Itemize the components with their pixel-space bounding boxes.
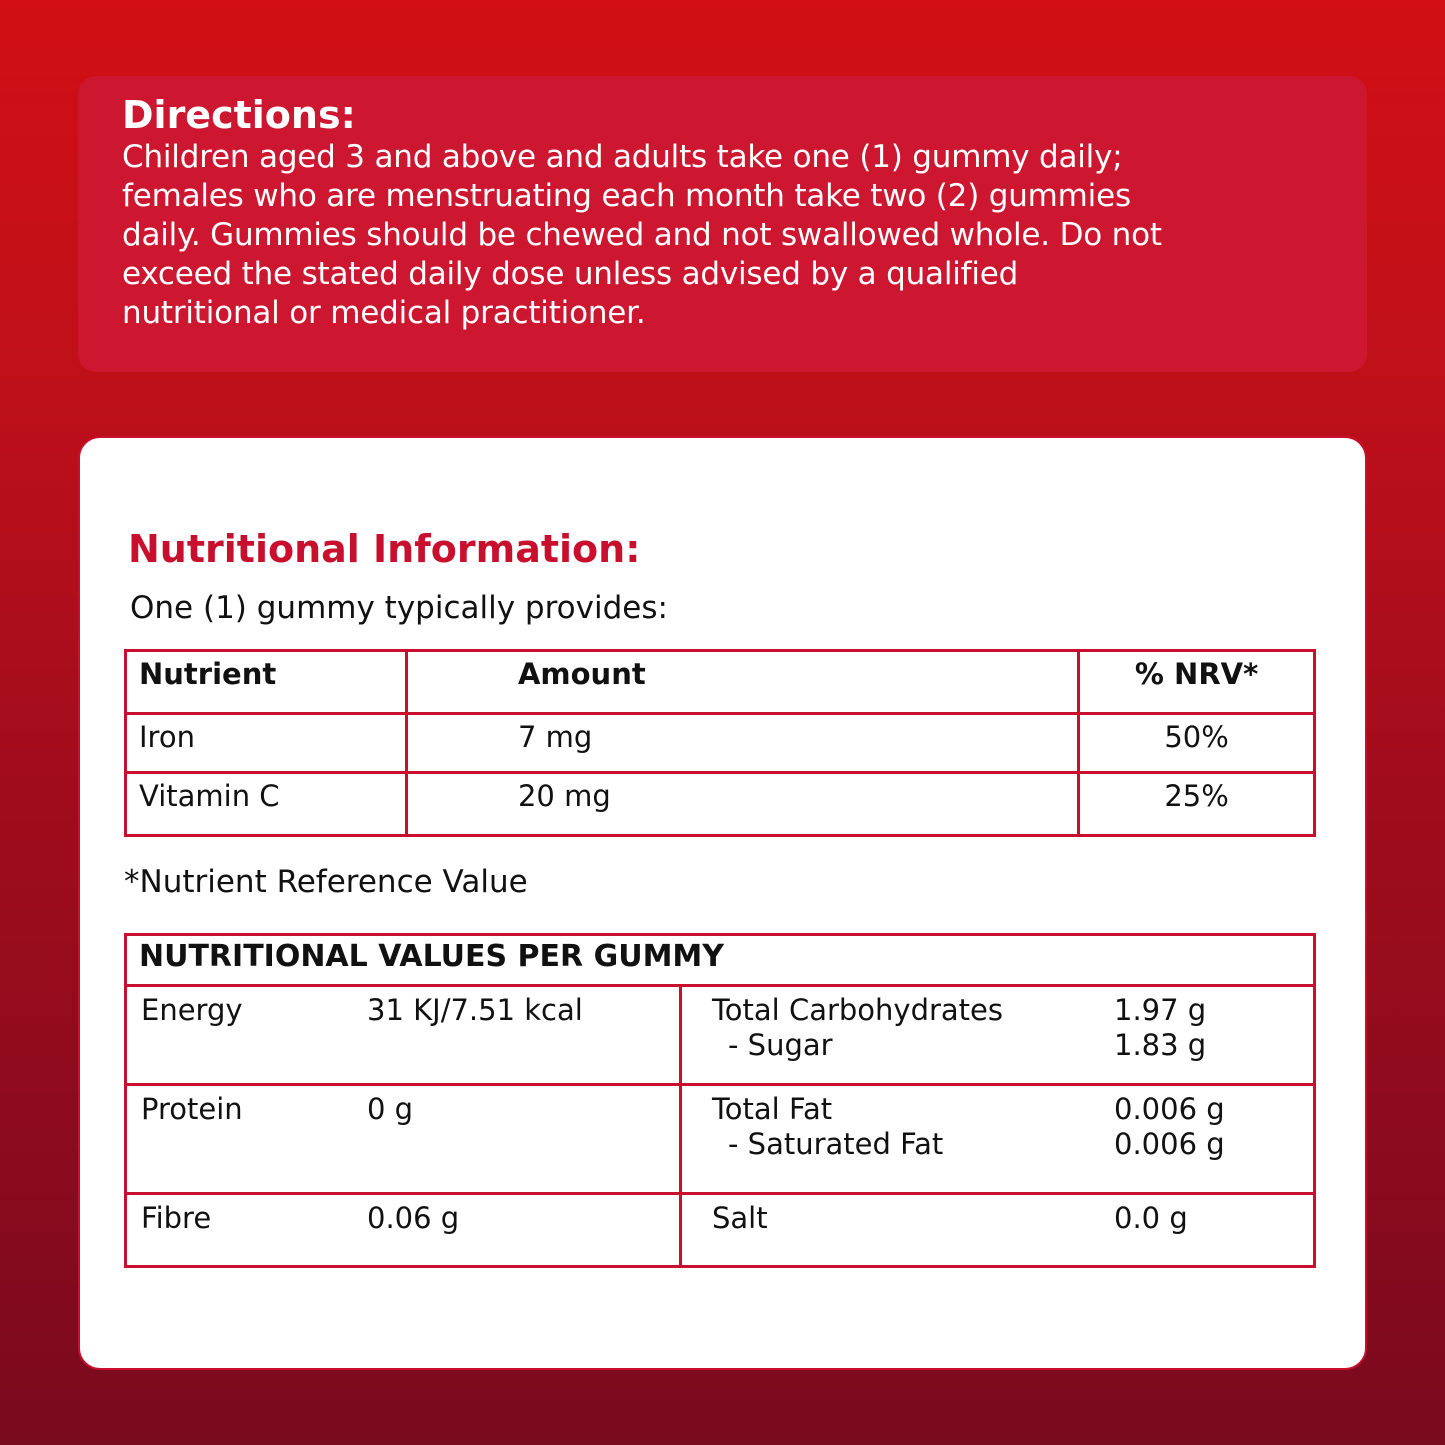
directions-line: nutritional or medical practitioner. (122, 295, 646, 331)
total-fat-value: 0.006 g (1114, 1092, 1225, 1126)
values-table-title: NUTRITIONAL VALUES PER GUMMY (126, 935, 1315, 986)
protein-label: Protein (141, 1092, 243, 1126)
directions-line: daily. Gummies should be chewed and not swallowed whole. Do not (122, 217, 1162, 253)
nutrition-card (78, 436, 1367, 1370)
amount-cell: 20 mg (406, 773, 1078, 836)
fibre-value: 0.06 g (367, 1201, 460, 1235)
table-row (126, 1085, 1315, 1194)
table-cell (681, 986, 1315, 1085)
table-cell (681, 1085, 1315, 1194)
value-group (1114, 993, 1313, 1063)
salt-value: 0.0 g (1114, 1201, 1188, 1235)
saturated-fat-value: 0.006 g (1114, 1127, 1225, 1161)
table-cell (681, 1194, 1315, 1267)
directions-line: Children aged 3 and above and adults take one (1) gummy daily; (122, 139, 1123, 175)
table-cell (126, 986, 681, 1085)
sugar-label: - Sugar (728, 1028, 833, 1062)
table-row (126, 773, 1315, 836)
nrv-table (124, 649, 1316, 837)
total-fat-label: Total Fat (712, 1092, 833, 1126)
total-carbohydrates-value: 1.97 g (1114, 993, 1207, 1027)
table-row (126, 714, 1315, 773)
column-header-amount: Amount (406, 651, 1078, 714)
table-cell (126, 1085, 681, 1194)
nutritional-values-table (124, 933, 1316, 1268)
nutrient-cell: Iron (126, 714, 407, 773)
nrv-footnote: *Nutrient Reference Value (124, 864, 528, 900)
nrv-cell: 50% (1079, 714, 1315, 773)
table-row (126, 1194, 1315, 1267)
nutrition-subtitle: One (1) gummy typically provides: (130, 590, 668, 626)
energy-value: 31 KJ/7.51 kcal (367, 993, 583, 1027)
table-cell (126, 1194, 681, 1267)
label-group (682, 993, 1114, 1063)
protein-value: 0 g (367, 1092, 414, 1126)
directions-line: females who are menstruating each month take two (2) gummies (122, 178, 1131, 214)
directions-panel (78, 76, 1367, 372)
table-header-row (126, 935, 1315, 986)
nutrient-cell: Vitamin C (126, 773, 407, 836)
total-carbohydrates-label: Total Carbohydrates (712, 993, 1004, 1027)
column-header-nutrient: Nutrient (126, 651, 407, 714)
directions-title: Directions: (122, 93, 356, 137)
table-row (126, 986, 1315, 1085)
directions-text (122, 138, 1323, 333)
amount-cell: 7 mg (406, 714, 1078, 773)
energy-label: Energy (141, 993, 243, 1027)
nrv-cell: 25% (1079, 773, 1315, 836)
label-group (682, 1092, 1114, 1162)
saturated-fat-label: - Saturated Fat (728, 1127, 944, 1161)
nutrition-title: Nutritional Information: (128, 527, 641, 571)
column-header-nrv: % NRV* (1079, 651, 1315, 714)
value-group (1114, 1092, 1313, 1162)
table-header-row (126, 651, 1315, 714)
salt-label: Salt (712, 1201, 768, 1235)
sugar-value: 1.83 g (1114, 1028, 1207, 1062)
fibre-label: Fibre (141, 1201, 212, 1235)
directions-line: exceed the stated daily dose unless advised by a qualified (122, 256, 1019, 292)
